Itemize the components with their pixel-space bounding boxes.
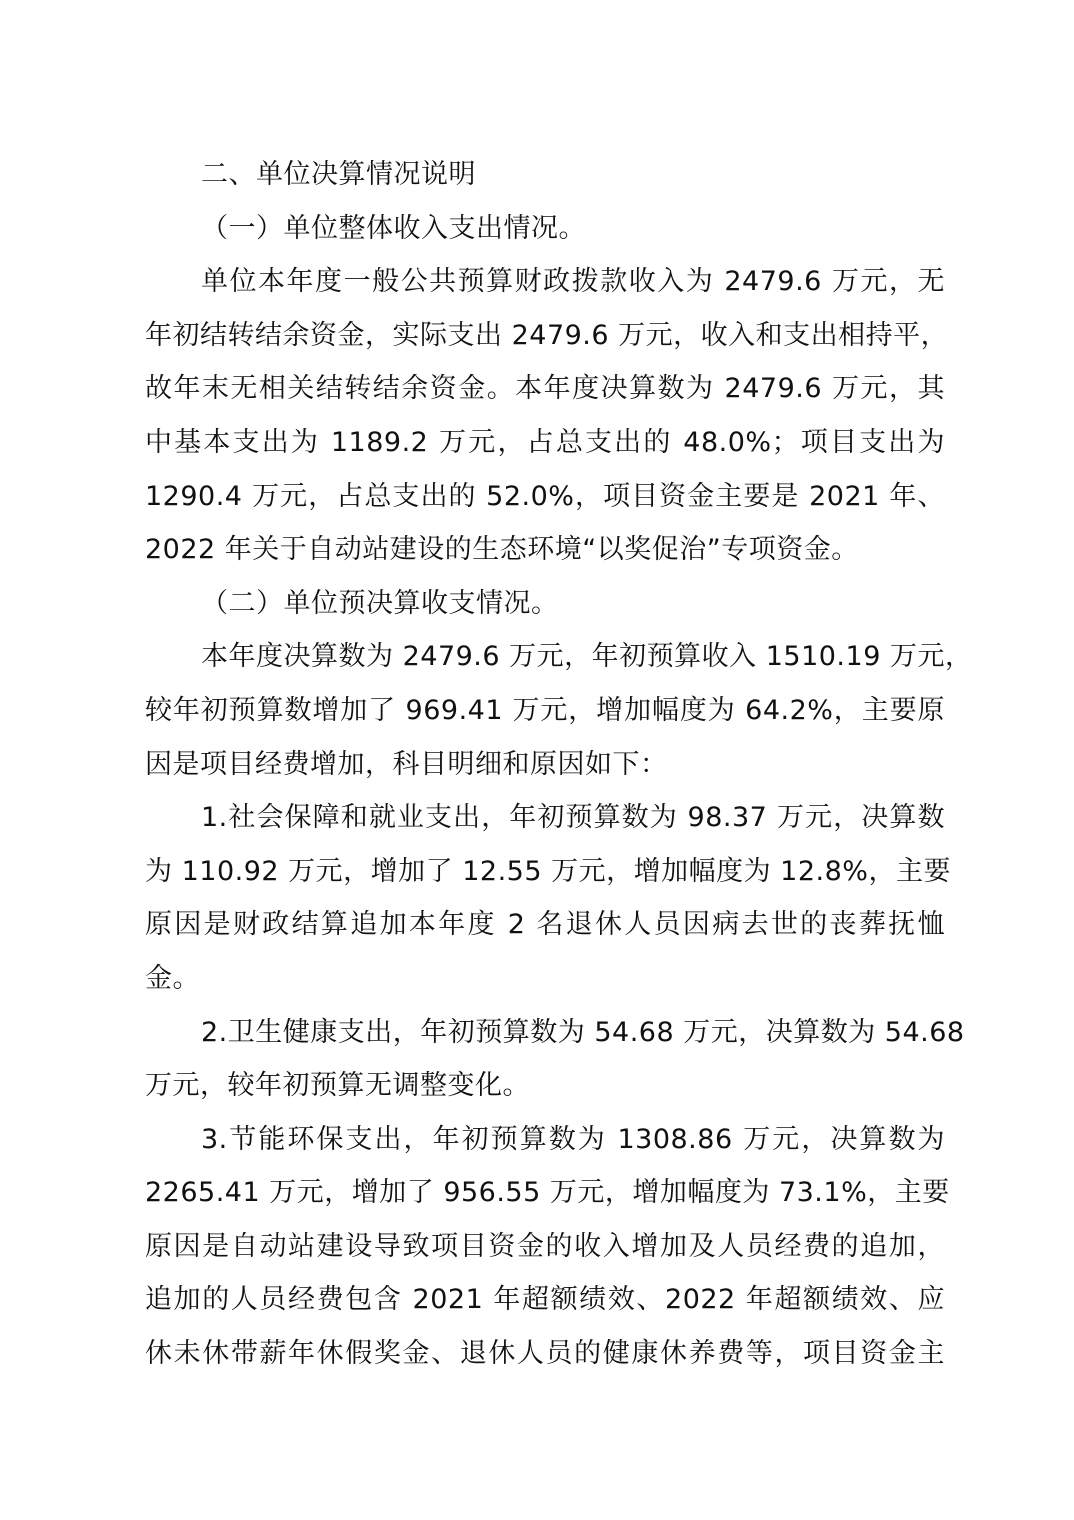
list-item-line: 原因是自动站建设导致项目资金的收入增加及人员经费的追加， xyxy=(145,1230,945,1262)
paragraph-line: 本年度决算数为 2479.6 万元，年初预算收入 1510.19 万元， xyxy=(201,641,973,673)
list-item-line: 为 110.92 万元，增加了 12.55 万元，增加幅度为 12.8%，主要 xyxy=(145,855,951,887)
paragraph-line: 因是项目经费增加，科目明细和原因如下： xyxy=(145,748,668,780)
paragraph-line: 单位本年度一般公共预算财政拨款收入为 2479.6 万元，无 xyxy=(201,266,945,298)
subsection-heading-1: （一）单位整体收入支出情况。 xyxy=(201,212,586,244)
list-item-line: 追加的人员经费包含 2021 年超额绩效、2022 年超额绩效、应 xyxy=(145,1284,945,1316)
subsection-heading-2: （二）单位预决算收支情况。 xyxy=(201,587,559,619)
paragraph-line: 年初结转结余资金，实际支出 2479.6 万元，收入和支出相持平， xyxy=(145,319,949,351)
section-heading: 二、单位决算情况说明 xyxy=(201,159,476,190)
paragraph-line: 故年末无相关结转结余资金。本年度决算数为 2479.6 万元，其 xyxy=(145,373,945,405)
document-body xyxy=(145,148,973,1381)
list-item-line: 万元，较年初预算无调整变化。 xyxy=(145,1070,530,1102)
paragraph-line: 2022 年关于自动站建设的生态环境“以奖促治”专项资金。 xyxy=(145,534,859,566)
list-item-line: 1.社会保障和就业支出，年初预算数为 98.37 万元，决算数 xyxy=(201,802,945,834)
list-item-line: 原因是财政结算追加本年度 2 名退休人员因病去世的丧葬抚恤 xyxy=(145,909,945,941)
paragraph-line: 1290.4 万元，占总支出的 52.0%，项目资金主要是 2021 年、 xyxy=(145,480,945,512)
paragraph-line: 中基本支出为 1189.2 万元，占总支出的 48.0%；项目支出为 xyxy=(145,426,945,458)
paragraph-line: 较年初预算数增加了 969.41 万元，增加幅度为 64.2%，主要原 xyxy=(145,694,945,726)
list-item-line: 休未休带薪年休假奖金、退休人员的健康休养费等，项目资金主 xyxy=(145,1338,945,1370)
list-item-line: 2.卫生健康支出，年初预算数为 54.68 万元，决算数为 54.68 xyxy=(201,1016,965,1048)
list-item-line: 3.节能环保支出，年初预算数为 1308.86 万元，决算数为 xyxy=(201,1123,945,1155)
list-item-line: 金。 xyxy=(145,962,200,994)
list-item-line: 2265.41 万元，增加了 956.55 万元，增加幅度为 73.1%，主要 xyxy=(145,1177,950,1209)
